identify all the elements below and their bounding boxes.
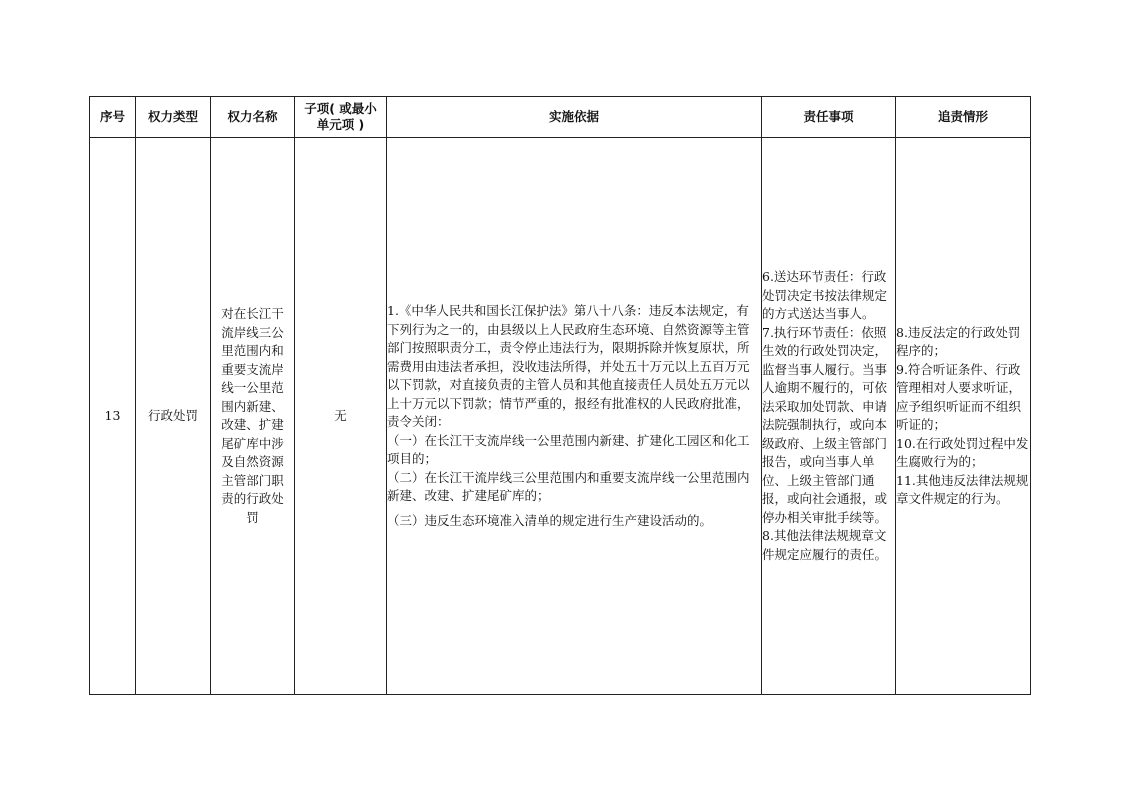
cell-power-type: 行政处罚 bbox=[136, 138, 211, 695]
accountability-item: 10.在行政处罚过程中发生腐败行为的； bbox=[896, 435, 1029, 469]
responsibility-item: 6.送达环节责任：行政处罚决定书按法律规定的方式送达当事人。 bbox=[762, 269, 888, 321]
accountability-item: 8.违反法定的行政处罚程序的； bbox=[896, 324, 1021, 358]
basis-paragraph: 1.《中华人民共和国长江保护法》第八十八条：违反本法规定，有下列行为之一的，由县级以上人民政府生态环境、自然资源等主管部门按照职责分工，责令停止违法行为，限期拆除并恢复原状，所需费用由违法者承担，没收违法所得，并处五十万元以上五百万元以下罚款，对直接负责的主管人员和其他直接责任人员处五万元以上十万元以下罚款；情节严重的，报经有批准权的人民政府批准，责令关闭： bbox=[387, 303, 750, 429]
responsibility-item: 8.其他法律法规规章文件规定应履行的责任。 bbox=[762, 528, 888, 562]
cell-basis bbox=[387, 138, 762, 695]
cell-sub-item: 无 bbox=[295, 138, 387, 695]
basis-paragraph: （二）在长江干流岸线三公里范围内和重要支流岸线一公里范围内新建、改建、扩建尾矿库的； bbox=[387, 469, 750, 503]
accountability-item: 11.其他违反法律法规规章文件规定的行为。 bbox=[896, 472, 1029, 506]
header-power-type: 权力类型 bbox=[136, 97, 211, 138]
accountability-item: 9.符合听证条件、行政管理相对人要求听证，应予组织听证而不组织听证的； bbox=[896, 361, 1022, 432]
header-seq: 序号 bbox=[90, 97, 136, 138]
cell-power-name bbox=[211, 138, 295, 695]
header-basis: 实施依据 bbox=[387, 97, 762, 138]
basis-paragraph: （一）在长江干支流岸线一公里范围内新建、扩建化工园区和化工项目的； bbox=[387, 432, 750, 466]
power-name-text: 对在长江干流岸线三公里范围内和重要支流岸线一公里范围内新建、改建、扩建尾矿库中涉及自然资源主管部门职责的行政处罚 bbox=[221, 306, 284, 525]
cell-seq: 13 bbox=[90, 138, 136, 695]
table-row bbox=[90, 138, 1031, 695]
responsibility-item: 7.执行环节责任：依照生效的行政处罚决定，监督当事人履行。当事人逾期不履行的，可依法采取加处罚款、申请法院强制执行，或向本级政府、上级主管部门报告，或向当事人单位、上级主管部门通报，或向社会通报，或停办相关审批手续等。 bbox=[762, 324, 888, 525]
header-responsibility: 责任事项 bbox=[762, 97, 896, 138]
cell-responsibility bbox=[762, 138, 896, 695]
header-power-name: 权力名称 bbox=[211, 97, 295, 138]
cell-accountability bbox=[896, 138, 1031, 695]
header-accountability: 追责情形 bbox=[896, 97, 1031, 138]
basis-paragraph: （三）违反生态环境准入清单的规定进行生产建设活动的。 bbox=[387, 512, 713, 528]
power-list-table bbox=[89, 96, 1031, 695]
table-header-row bbox=[90, 97, 1031, 138]
header-sub-item: 子项( 或最小单元项 ) bbox=[295, 97, 387, 138]
